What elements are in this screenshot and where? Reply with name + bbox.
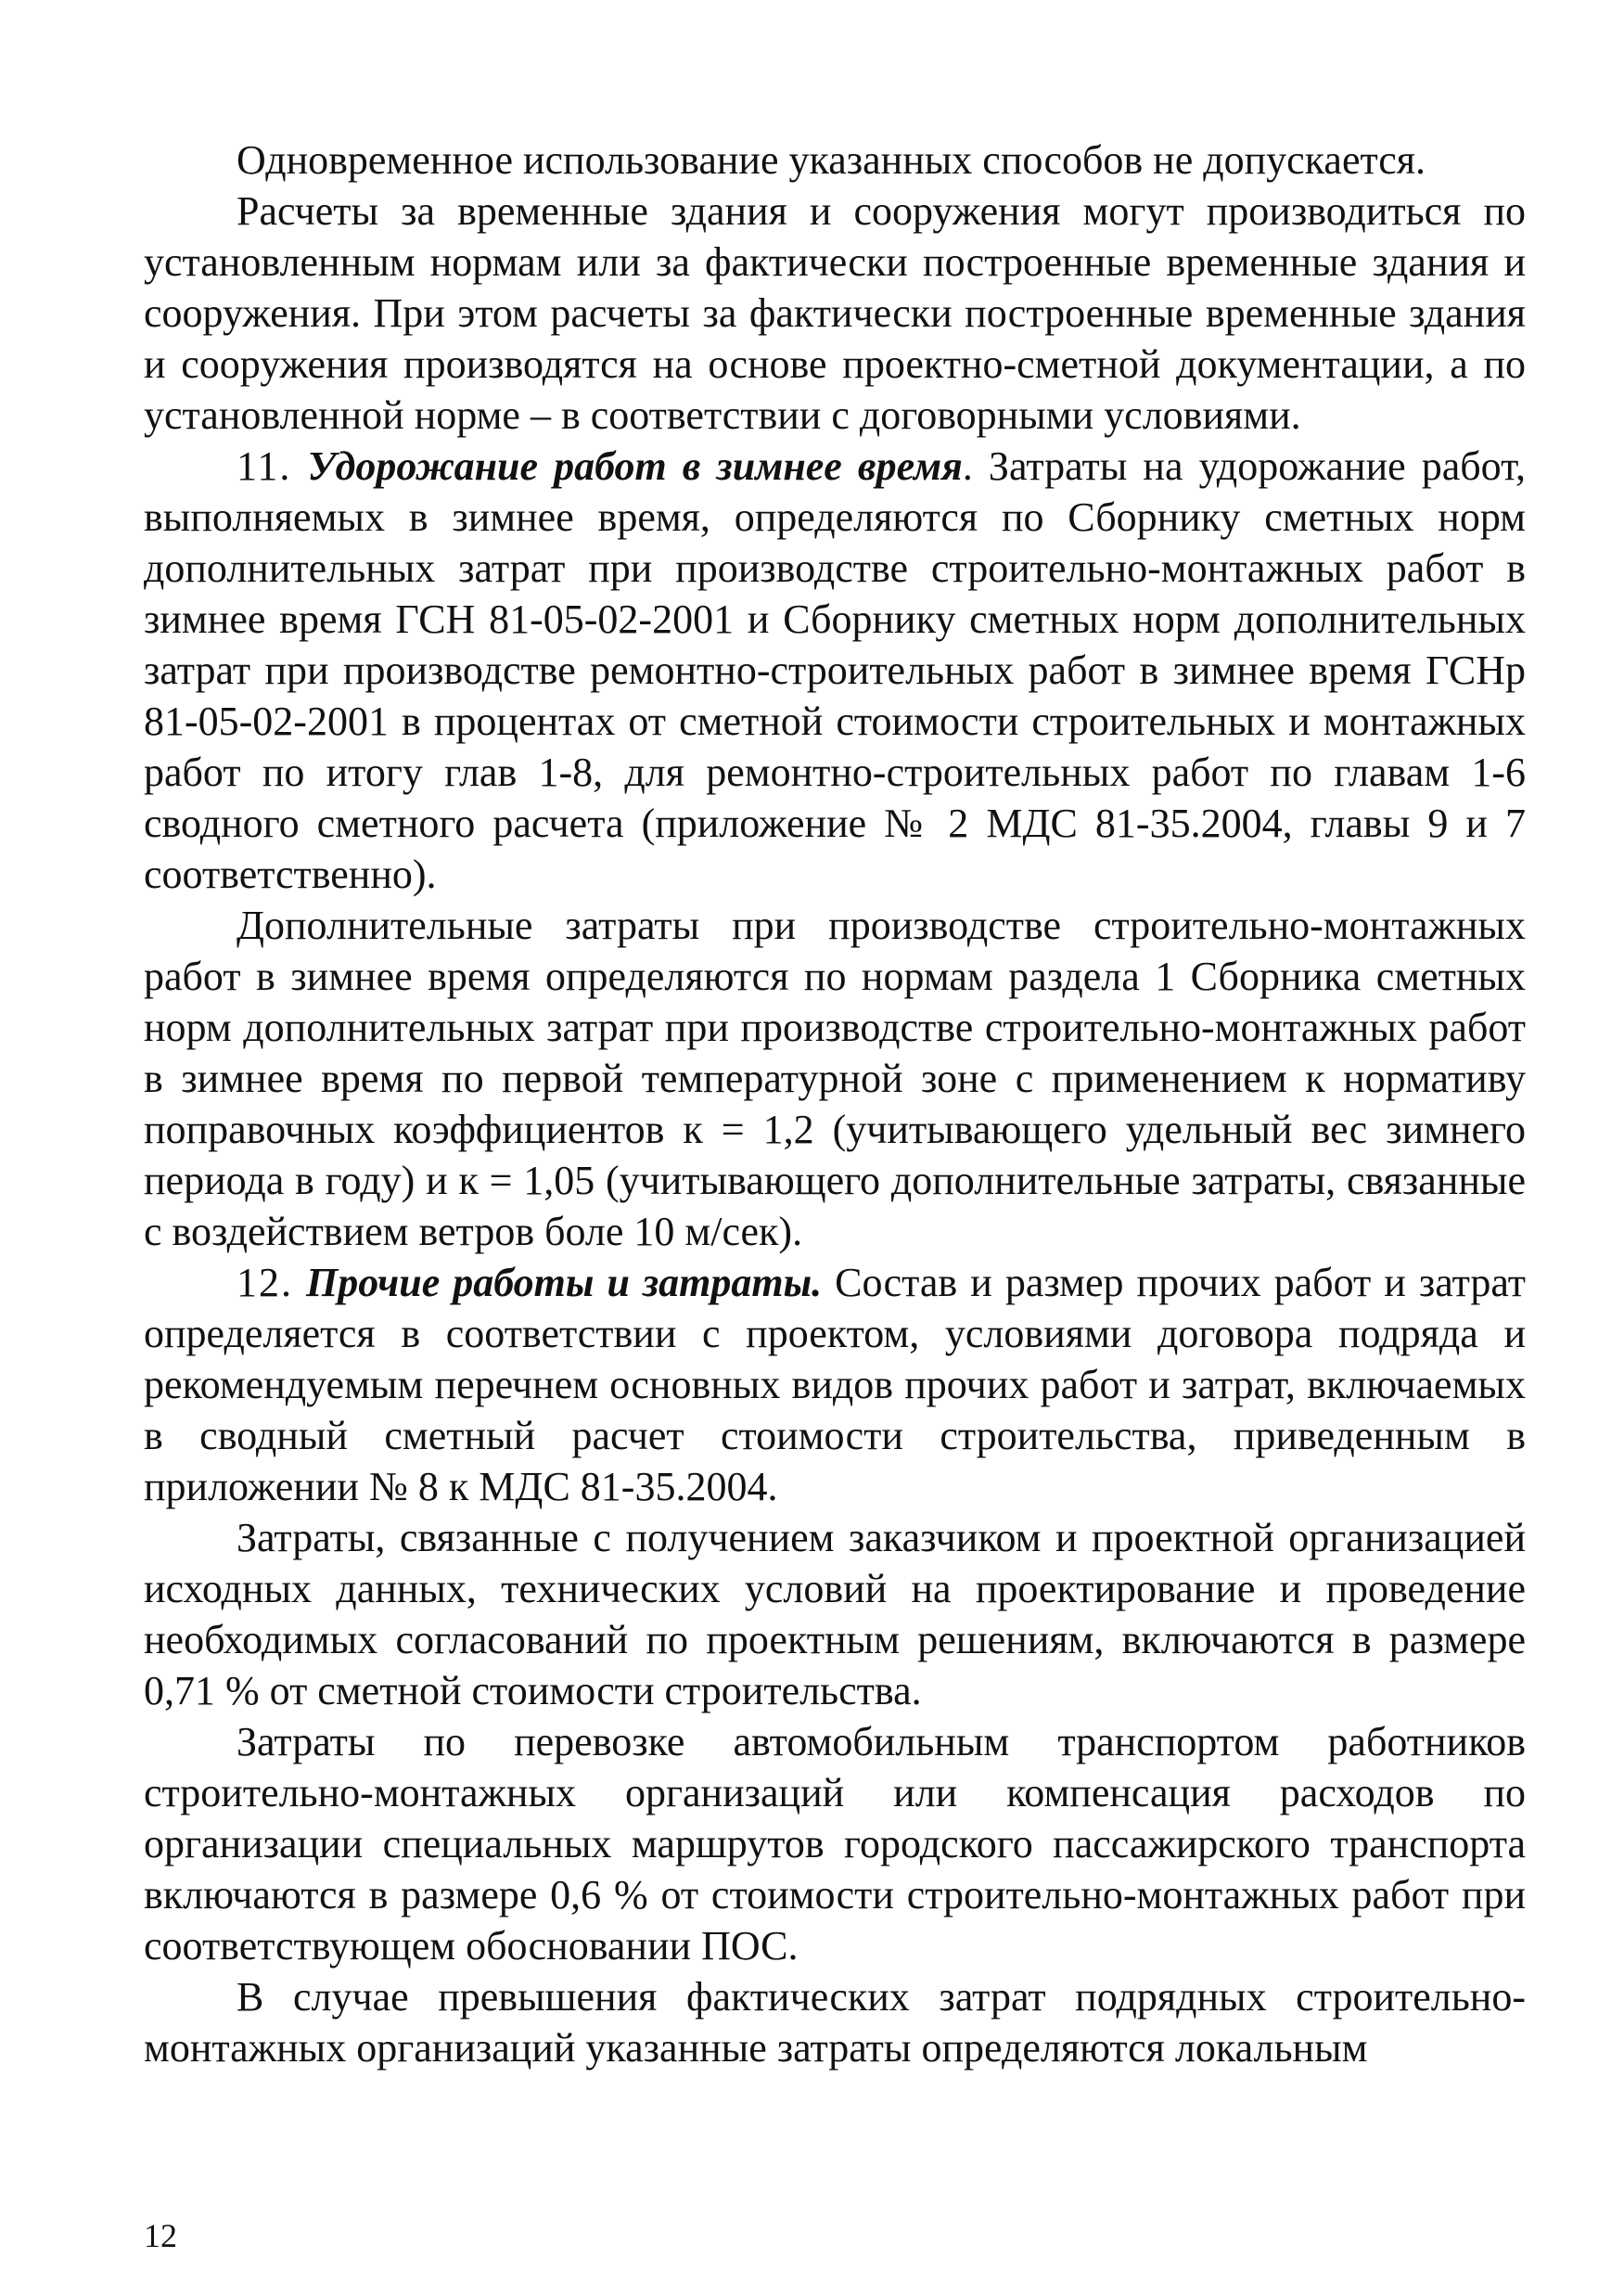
paragraph-excess-costs: [144, 1971, 1526, 2073]
section-number: 12.: [237, 1260, 293, 1305]
section-heading: Удорожание работ в зимнее время: [307, 443, 963, 489]
section-number: 11.: [237, 443, 292, 489]
section-12-other-works: [144, 1257, 1526, 1512]
paragraph-text: В случае превышения фактических затрат подрядных строительно-монтажных организаций указанные затраты определяются локальным: [144, 1974, 1526, 2071]
paragraph-text: Одновременное использование указанных способов не допускается.: [237, 137, 1426, 183]
section-11-winter-costs: [144, 441, 1526, 900]
paragraph-text: Затраты по перевозке автомобильным транспортом работников строительно-монтажных организаций или компенсация расходов по организации специальных маршрутов городского пассажирского транспорта включаются в размере 0,6 % от стоимости строительно-монтажных работ при соответствующем обосновании ПОС.: [144, 1719, 1526, 1969]
paragraph-text: Дополнительные затраты при производстве строительно-монтажных работ в зимнее время определяются по нормам раздела 1 Сборника сметных норм дополнительных затрат при производстве строительно-монтажных работ в зимнее время по первой температурной зоне с применением к нормативу поправочных коэффициентов к = 1,2 (учитывающего удельный вес зимнего периода в году) и к = 1,05 (учитывающего дополнительные затраты, связанные с воздействием ветров боле 10 м/сек).: [144, 903, 1526, 1254]
paragraph-temporary-buildings: [144, 186, 1526, 441]
paragraph-text: Затраты, связанные с получением заказчиком и проектной организацией исходных данных, технических условий на проектирование и проведение необходимых согласований по проектным решениям, включаются в размере 0,71 % от сметной стоимости строительства.: [144, 1515, 1526, 1713]
paragraph-source-data-costs: [144, 1512, 1526, 1716]
page-number: 12: [144, 2217, 177, 2254]
paragraph-text: Расчеты за временные здания и сооружения могут производиться по установленным нормам или за фактически построенные временные здания и сооружения. При этом расчеты за фактически построенные временные здания и сооружения производятся на основе проектно-сметной документации, а по установленной норме – в соответствии с договорными условиями.: [144, 188, 1526, 438]
paragraph-winter-additional-costs: [144, 900, 1526, 1257]
paragraph-text: Состав и размер прочих работ и затрат определяется в соответствии с проектом, условиями договора подряда и рекомендуемым перечнем основных видов прочих работ и затрат, включаемых в сводный сметный расчет стоимости строительства, приведенным в приложении № 8 к МДС 81-35.2004.: [144, 1260, 1526, 1509]
body-text: [144, 135, 1526, 2073]
section-heading: Прочие работы и затраты.: [306, 1260, 823, 1305]
paragraph-text: . Затраты на удорожание работ, выполняемых в зимнее время, определяются по Сборнику сметных норм дополнительных затрат при производстве строительно-монтажных работ в зимнее время ГСН 81-05-02-2001 и Сборнику сметных норм дополнительных затрат при производстве ремонтно-строительных работ в зимнее время ГСНр 81-05-02-2001 в процентах от сметной стоимости строительных и монтажных работ по итогу глав 1-8, для ремонтно-строительных работ по главам 1-6 сводного сметного расчета (приложение № 2 МДС 81-35.2004, главы 9 и 7 соответственно).: [144, 443, 1527, 897]
paragraph-simultaneous-use: [144, 135, 1526, 186]
paragraph-transport-costs: [144, 1716, 1526, 1971]
